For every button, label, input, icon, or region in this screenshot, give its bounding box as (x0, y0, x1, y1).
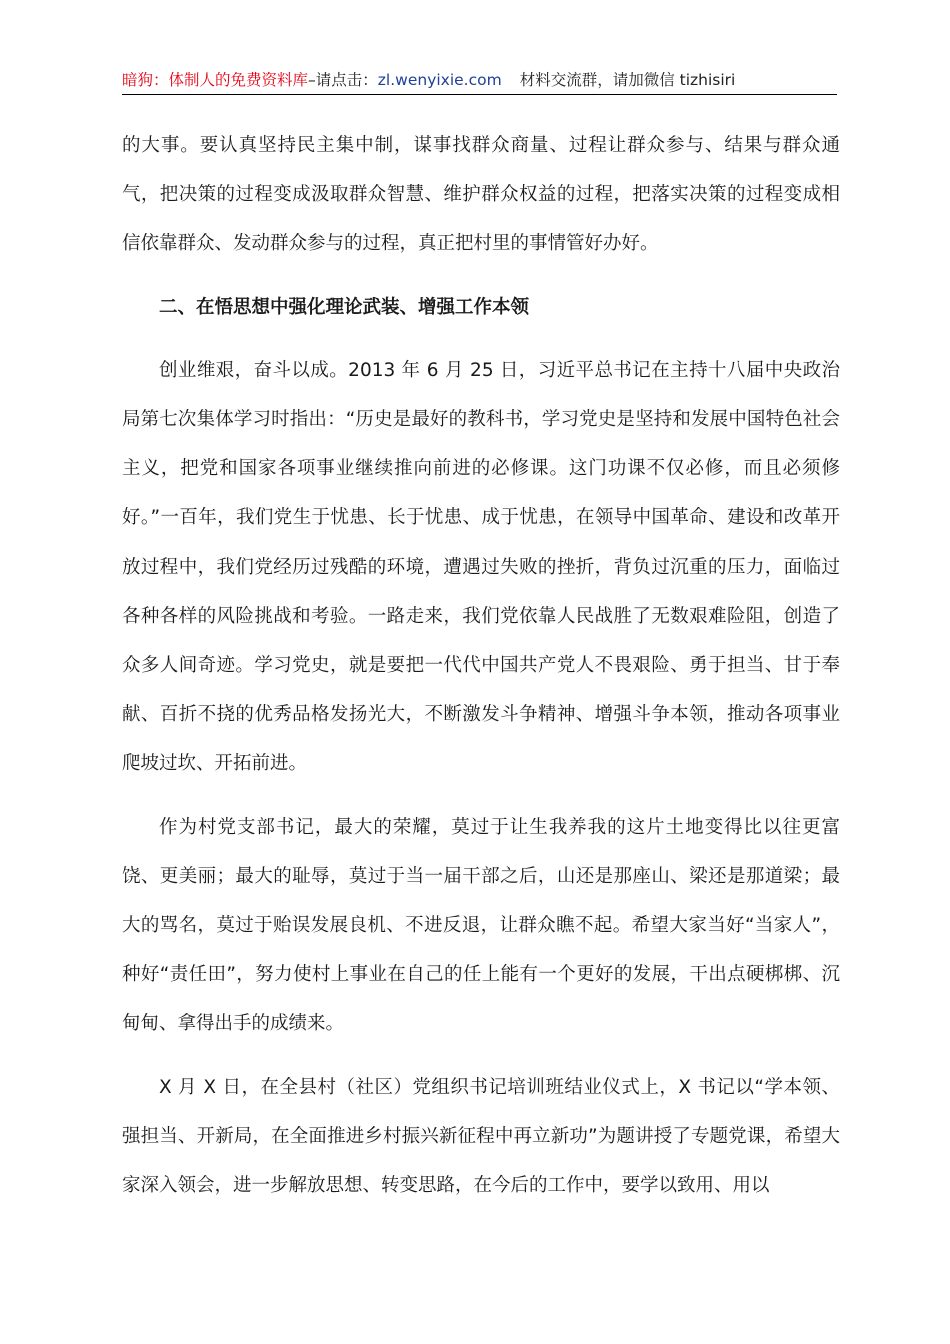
header-brand: 暗狗：体制人的免费资料库 (122, 71, 309, 89)
header-click-prefix: –请点击： (308, 71, 378, 89)
header-url-link[interactable]: zl.wenyixie.com (377, 71, 502, 89)
page-header (122, 66, 837, 95)
paragraph-continuation: 的大事。要认真坚持民主集中制，谋事找群众商量、过程让群众参与、结果与群众通气，把决策的过程变成汲取群众智慧、维护群众权益的过程，把落实决策的过程变成相信依靠群众、发动群众参与的过程，真正把村里的事情管好办好。 (122, 135, 840, 255)
document-body (122, 121, 840, 1210)
paragraph-party-history: 创业维艰，奋斗以成。2013 年 6 月 25 日，习近平总书记在主持十八届中央政治局第七次集体学习时指出：“历史是最好的教科书，学习党史是坚持和发展中国特色社会主义，把党和国家各项事业继续推向前进的必修课。这门功课不仅必修，而且必须修好。”一百年，我们党生于忧患、长于忧患、成于忧患，在领导中国革命、建设和改革开放过程中，我们党经历过残酷的环境，遭遇过失败的挫折，背负过沉重的压力，面临过各种各样的风险挑战和考验。一路走来，我们党依靠人民战胜了无数艰难险阻，创造了众多人间奇迹。学习党史，就是要把一代代中国共产党人不畏艰险、勇于担当、甘于奉献、百折不挠的优秀品格发扬光大，不断激发斗争精神、增强斗争本领，推动各项事业爬坡过坎、开拓前进。 (122, 359, 840, 775)
section-heading: 二、在悟思想中强化理论武装、增强工作本领 (159, 296, 530, 318)
paragraph-training-class: X 月 X 日，在全县村（社区）党组织书记培训班结业仪式上，X 书记以“学本领、强担当、开新局，在全面推进乡村振兴新征程中再立新功”为题讲授了专题党课，希望大家深入领会，进一步解放思想、转变思路，在今后的工作中，要学以致用、用以 (122, 1076, 840, 1197)
header-group-note: 材料交流群，请加微信 tizhisiri (519, 71, 736, 89)
paragraph-village-secretary: 作为村党支部书记，最大的荣耀，莫过于让生我养我的这片土地变得比以往更富饶、更美丽；最大的耻辱，莫过于当一届干部之后，山还是那座山、梁还是那道梁；最大的骂名，莫过于贻误发展良机、不进反退，让群众瞧不起。希望大家当好“当家人”，种好“责任田”，努力使村上事业在自己的任上能有一个更好的发展，干出点硬梆梆、沉甸甸、拿得出手的成绩来。 (122, 816, 840, 1035)
